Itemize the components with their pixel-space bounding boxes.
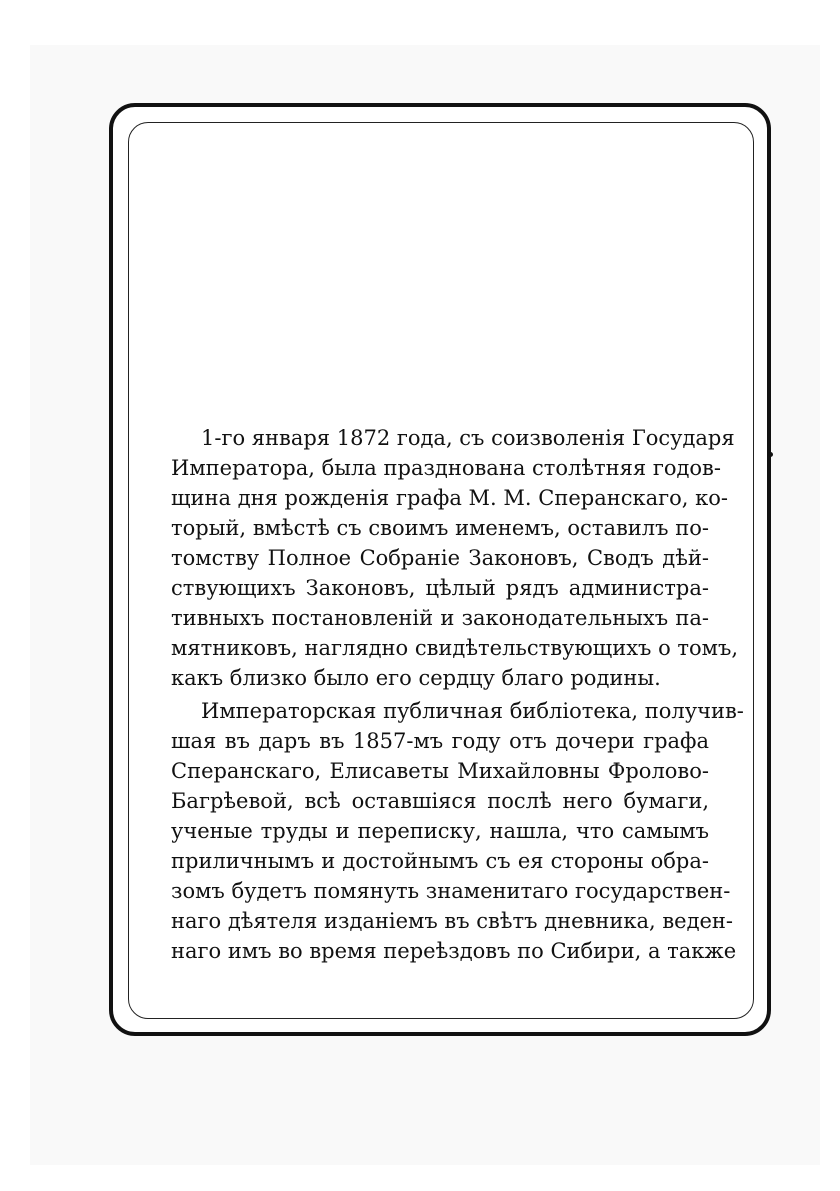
- text-line: тивныхъ постановленій и законодательныхъ па-: [171, 606, 709, 630]
- text-line: шая въ даръ въ 1857-мъ году отъ дочери графа: [171, 729, 709, 753]
- text-line: мятниковъ, наглядно свидѣтельствующихъ о томъ,: [171, 636, 739, 660]
- text-line: Багрѣевой, всѣ оставшіяся послѣ него бумаги,: [171, 789, 709, 813]
- text-line: Императорская публичная библіотека, получив-: [201, 699, 744, 723]
- text-line: приличнымъ и достойнымъ съ ея стороны обра-: [171, 849, 709, 873]
- text-line: наго дѣятеля изданіемъ въ свѣтъ дневника, веден-: [171, 909, 734, 933]
- text-line: какъ близко было его сердцу благо родины.: [171, 666, 661, 690]
- frame-ornament-dot: [768, 452, 773, 457]
- text-line: Сперанскаго, Елисаветы Михайловны Фролово-: [171, 759, 709, 783]
- text-line: торый, вмѣстѣ съ своимъ именемъ, оставилъ по-: [171, 516, 709, 540]
- text-line: ствующихъ Законовъ, цѣлый рядъ администра-: [171, 576, 709, 600]
- text-line: Императора, была празднована столѣтняя годов-: [171, 456, 721, 480]
- text-line: 1-го января 1872 года, съ соизволенія Государя: [201, 426, 735, 450]
- text-line: зомъ будетъ помянуть знаменитаго государствен-: [171, 879, 731, 903]
- text-line: щина дня рожденія графа М. М. Сперанскаго, ко-: [171, 486, 728, 510]
- text-line: ученые труды и переписку, нашла, что самымъ: [171, 819, 709, 843]
- text-line: томству Полное Собраніе Законовъ, Сводъ дѣй-: [171, 546, 709, 570]
- text-line: наго имъ во время переѣздовъ по Сибири, а также: [171, 939, 737, 963]
